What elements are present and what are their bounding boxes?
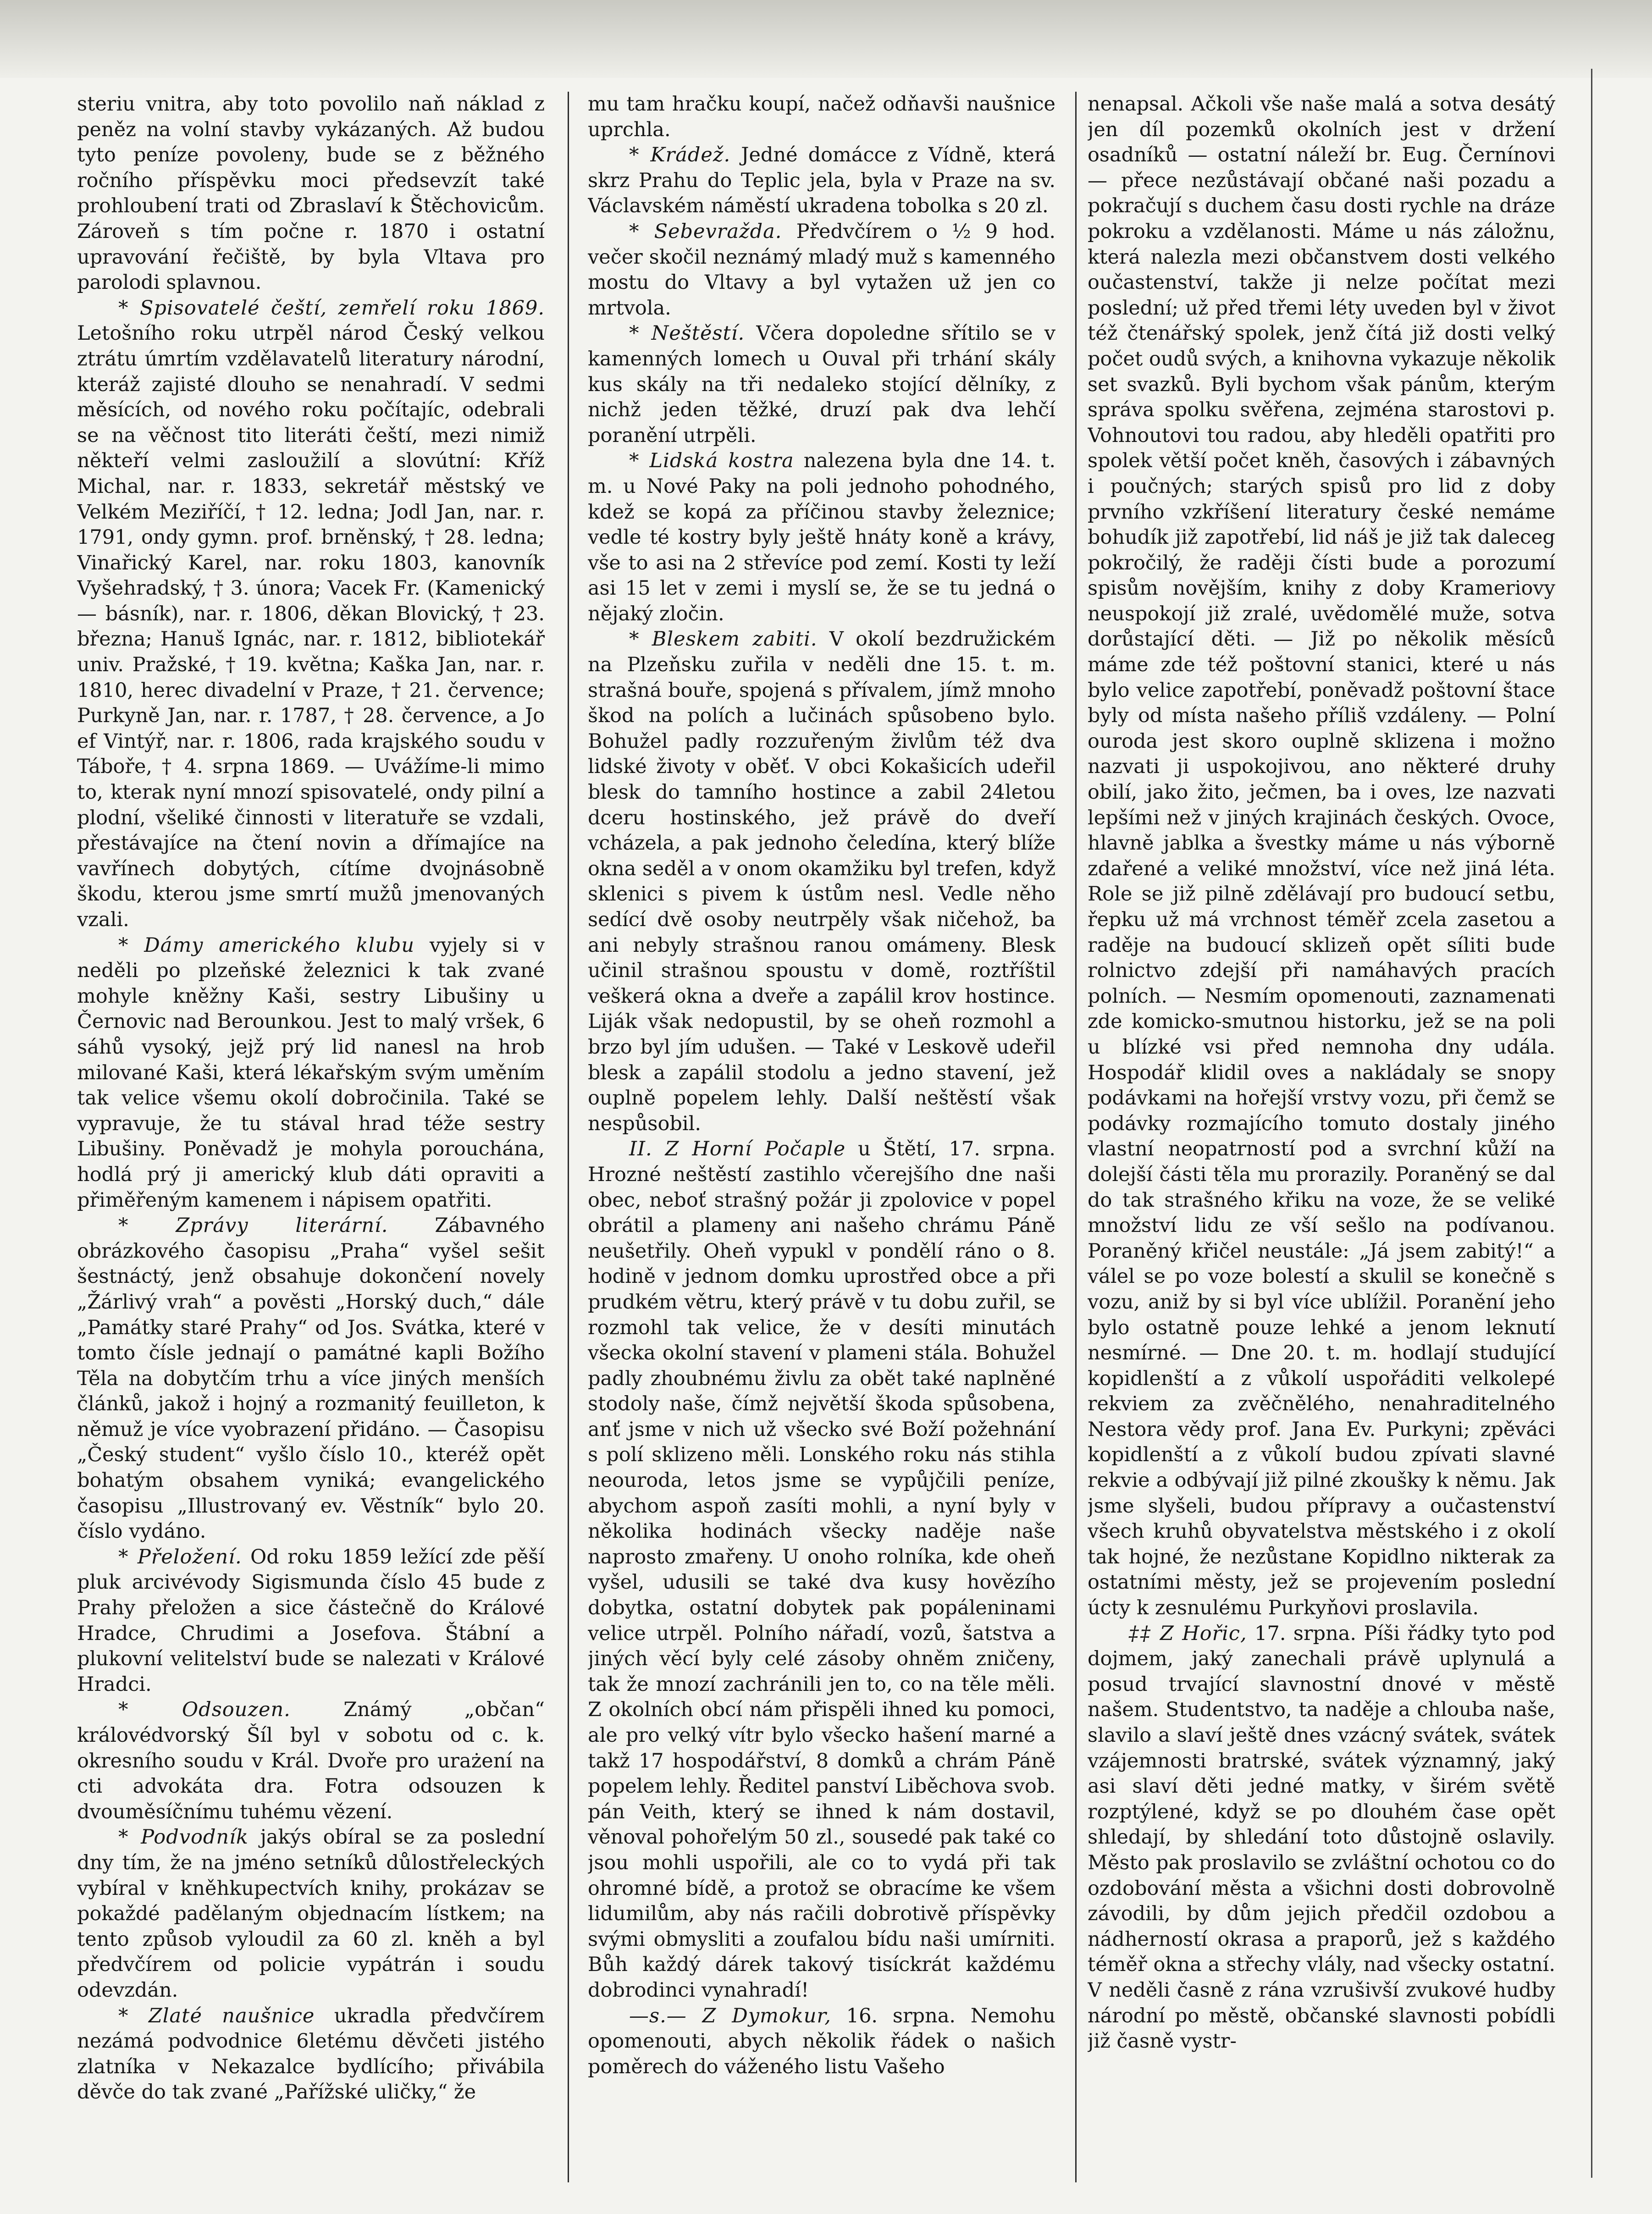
column-rule [568,92,569,2182]
article-text: 17. srpna. Píši řádky tyto pod dojmem, jaký zanechali právě uplynulá a posud trvající slavnostní dnové v městě našem. Studentstvo, ta naděje a chlouba naše, slavilo a slaví ještě dnes vzácný svátek, svátek vzájemnosti bratrské, svátek významný, jaký asi slaví děti jedné matky, v širém světě rozptýlené, když se po dlouhém čase opět shledají, by shledání toto důstojně oslavily. Město pak proslavilo se zvláštní ochotou co do ozdobování města a všichni dosti dobrovolně závodili, by dům jejich předčil ozdobou a nádherností okrasa a praporů, jež s každého téměř okna a střechy vlály, nad všecky ostatní. V neděli časně z rána vzrušivší zvukové hudby národní po městě, občanské slavnosti pobídli již časně vystr- [1088,1622,1555,2053]
article-kicker: * Sebevražda. [629,220,782,243]
article-paragraph [77,92,545,296]
article-paragraph [588,627,1055,1137]
article-text: 16. srpna. Nemohu opomenouti, abych několik řádek o našich poměrech do váženého listu Vašeho [588,2004,1055,2078]
article-kicker: * Neštěstí. [629,322,745,345]
article-text: mu tam hračku koupí, načež odňavši naušnice uprchla. [588,93,1055,141]
article-paragraph [588,448,1055,627]
article-text: nalezena byla dne 14. t. m. u Nové Paky na poli jednoho pohodného, kdež se kopá za příčinou stavby železnice; vedle té kostry byly ještě hnáty koně a krávy, vše to asi na 2 střevíce pod zemí. Kosti ty leží asi 15 let v zemi i myslí se, že se tu jedná o nějaký zločin. [588,449,1055,625]
article-paragraph [77,2004,545,2105]
article-text: steriu vnitra, aby toto povolilo naň náklad z peněz na volní stavby vykázaných. Až budou tyto peníze povoleny, bude se z běžného ročního příspěvku moci předsevzít také prohloubení trati od Zbraslaví k Štěchovicům. Zároveň s tím počne r. 1870 i ostatní upravování řečiště, by byla Vltava pro parolodi splavnou. [77,93,545,294]
column-1 [77,92,545,2182]
article-paragraph [77,1213,545,1545]
article-paragraph [1088,1621,1555,2054]
article-kicker: * Bleskem zabiti. [629,628,818,651]
column-2 [588,92,1055,2182]
article-paragraph [588,219,1055,321]
article-kicker: —s.— Z Dymokur, [629,2004,831,2027]
article-kicker: * Spisovatelé čeští, zemřelí roku 1869. [118,296,545,320]
article-kicker: II. Z Horní Počaple [629,1137,846,1161]
column-rule [1075,92,1077,2182]
article-kicker: * Podvodník [118,1826,249,1849]
article-kicker: * Krádež. [629,144,731,167]
article-text: Jedné domácce z Vídně, která skrz Prahu do Teplic jela, byla v Praze na sv. Václavském náměstí ukradena tobolka s 20 zl. [588,144,1055,218]
article-text: jakýs obíral se za poslední dny tím, že na jméno setníků důlostřeleckých vybíral v kněhkupectvích knihy, prokázav se pokaždé padělaným objednacím lístkem; na tento způsob vyloudil za 60 zl. kněh a byl předvčírem od policie vypátrán i soudu odevzdán. [77,1826,545,2002]
article-text: Od roku 1859 ležící zde pěší pluk arcivévody Sigismunda číslo 45 bude z Prahy přeložen a sice částečně do Králové Hradce, Chrudimi a Josefova. Štábní a plukovní velitelství bude se nalezati v Králové Hradci. [77,1545,545,1696]
article-paragraph [77,1825,545,2003]
article-kicker: * Lidská kostra [629,449,794,473]
article-text: Známý „občan“ královédvorský Šíl byl v sobotu od c. k. okresního soudu v Král. Dvoře pro urażení na cti advokáta dra. Fotra odsouzen k dvouměsíčnímu tuhému vězení. [77,1698,545,1823]
column-3 [1088,92,1555,2182]
article-text: vyjely si v neděli po plzeňské železnici k tak zvané mohyle kněžny Kaši, sestry Libušiny u Černovic nad Berounkou. Jest to malý vršek, 6 sáhů vysoký, jejž prý lid nanesl na hrob milované Kaši, která lékařským svým uměním tak velice všemu okolí dobročinila. Také se vypravuje, že tu stával hrad téže sestry Libušiny. Poněvadž je mohyla porouchána, hodlá prý ji americký klub dáti opraviti a přiměřeným kamenem i nápisem opatřiti. [77,933,545,1212]
article-kicker: * Zlaté naušnice [118,2004,315,2027]
article-paragraph [588,92,1055,143]
article-paragraph [77,1545,545,1698]
article-text: Letošního roku utrpěl národ Český velkou ztrátu úmrtím vzdělavatelů literatury národní, kteráž zajisté dlouho se nenahradí. V sedmi měsících, od nového roku počítajíc, odebrali se na věčnost tito literáti čeští, mezi nimiž někteří velmi zasloužilí a slovútní: Kříž Michal, nar. r. 1833, sekretář městský ve Velkém Meziříčí, † 12. ledna; Jodl Jan, nar. r. 1791, ondy gymn. prof. brněnský, † 28. ledna; Vinařický Karel, nar. roku 1803, kanovník Vyšehradský, † 3. února; Vacek Fr. (Kamenický — básník), nar. r. 1806, děkan Blovický, † 23. března; Hanuš Ignác, nar. r. 1812, bibliotekář univ. Pražské, † 19. května; Kaška Jan, nar. r. 1810, herec divadelní v Praze, † 21. července; Purkyně Jan, nar. r. 1787, † 28. července, a Jo ef Vintýř, nar. r. 1806, rada krajského soudu v Táboře, † 4. srpna 1869. — Uvážíme-li mimo to, kterak nyní mnozí spisovatelé, ondy pilní a plodní, všeliké činnosti v literatuře se vzdali, přestávajíce na čtení novin a dřímajíce na vavřínech dobytých, cítíme dvojnásobně škodu, kterou jsme smrtí mužů jmenovaných vzali. [77,322,545,931]
article-text: u Štětí, 17. srpna. Hrozné neštěstí zastihlo včerejšího dne naši obec, neboť strašný požár ji zpolovice v popel obrátil a plameny ani našeho chrámu Páně neušetřily. Oheň vypukl v pondělí ráno o 8. hodině v jednom domku uprostřed obce a při prudkém větru, který právě v tu dobu zuřil, se rozmohl tak velice, že v desíti minutách všecka okolní stavení v plameni stála. Bohužel padly zhoubnému živlu za obět také naplněné stodoly naše, čímž největší škoda spůsobena, anť jsme v nich už všecko své Boží požehnání s polí sklizeno měli. Lonského roku nás stihla neouroda, letos jsme se vypůjčili peníze, abychom aspoň zasíti mohli, a nyní byly v několika hodinách všecky naděje naše naprosto zmařeny. U onoho rolníka, kde oheň vyšel, udusili se také dva kusy hovězího dobytka, ostatní dobytek pak popáleninami velice utrpěl. Polního nářadí, vozů, šatstva a jiných věcí byly celé zásoby ohněm zničeny, tak že mnozí zachránili jen to, co na těle měli. Z okolních obcí nám přispěli ihned ku pomoci, ale pro velký vítr bylo všecko hašení marné a takž 17 hospodářství, 8 domků a chrám Páně popelem lehly. Ředitel panství Liběchova svob. pán Veith, který se ihned k nám dostavil, věnoval pohořelým 50 zl., sousedé pak také co jsou mohli uspořili, ale co to vydá při tak ohromné bídě, a protož se obracíme ke všem lidumilům, aby nás račili dobrotivě příspěvky svými obmysliti a zoufalou bídu naši umírniti. Bůh každý dárek takový tisíckrát každému dobrodinci vynahradí! [588,1137,1055,2002]
article-text: Zábavného obrázkového časopisu „Praha“ vyšel sešit šestnáctý, jenž obsahuje dokončení novely „Žárlivý vrah“ a pověsti „Horský duch,“ dále „Památky staré Prahy“ od Jos. Svátka, které v tomto čísle jednají o památné kapli Božího Těla na dobytčím trhu a více jiných menších článků, jakož i hojný a rozmanitý feuilleton, k němuž je více vyobrazení přidáno. — Časopisu „Český student“ vyšlo číslo 10., kteréž opět bohatým obsahem vyniká; evangelického časopisu „Illustrovaný ev. Věstník“ bylo 20. číslo vydáno. [77,1214,545,1543]
article-text: Předvčírem o ½ 9 hod. večer skočil neznámý mladý muž s kamenného mostu do Vltavy a byl vytažen už jen co mrtvola. [588,220,1055,320]
article-paragraph [588,321,1055,448]
page-edge-rule [1591,69,1592,2178]
article-paragraph [77,296,545,933]
article-paragraph [1088,92,1555,1621]
scan-shadow [0,0,1652,78]
article-kicker: * Zprávy literární. [118,1214,388,1237]
article-paragraph [588,1137,1055,2003]
article-paragraph [77,933,545,1214]
article-kicker: * Dámy amerického klubu [118,933,415,957]
article-text: ukradla předvčírem nezámá podvodnice 6letému děvčeti jistého zlatníka v Nekazalce bydlícího; přivábila děvče do tak zvané „Pařížské uličky,“ že [77,2004,545,2104]
article-text: Včera dopoledne sřítilo se v kamenných lomech u Ouval při trhání skály kus skály na tři nedaleko stojící dělníky, z nichž jeden těžké, druzí pak dva lehčí poranění utrpěli. [588,322,1055,447]
article-kicker: ‡‡ Z Hořic, [1129,1622,1247,1645]
article-kicker: * Odsouzen. [118,1698,291,1722]
article-kicker: * Přeložení. [118,1545,242,1568]
article-text: nenapsal. Ačkoli vše naše malá a sotva desátý jen díl pozemků okolních jest v držení osadníků — ostatní náleží br. Eug. Černínovi — přece nezůstávají občané naši pozadu a pokračují s duchem času dosti rychle na dráze pokroku a vzdělanosti. Máme u nás záložnu, která nalezla mezi občanstvem dosti velkého oučastenství, takže ji nelze počítat mezi poslední; už před třemi léty uveden byl v život též čtenářský spolek, jenž čítá již dosti velký počet oudů svých, a knihovna vykazuje několik set svazků. Byli bychom však pánům, kterým správa spolku svěřena, zejména starostovi p. Vohnoutovi tou radou, aby hleděli opatřiti pro spolek větší počet kněh, časových i zábavných i poučných; starých spisů pro lid z doby prvního vzkříšení literatury české nemáme bohudík již zapotřebí, lid náš je již tak daleceg pokročilý, že raději čísti bude a porozumí spisům novějším, knihy z doby Krameriovy neuspokojí již zralé, uvědomělé muže, sotva dorůstající děti. — Již po několik měsíců máme zde též poštovní stanici, které u nás bylo velice zapotřebí, poněvadž poštovní štace byly od místa našeho příliš vzdáleny. — Polní ouroda jest skoro ouplně sklizena i možno nazvati ji uspokojivou, ano některé druhy obilí, jako žito, ječmen, ba i oves, lze nazvati lepšími než v jiných krajinách českých. Ovoce, hlavně jablka a švestky máme u nás výborně zdařené a veliké množství, více než jiná léta. Role se již pilně zdělávají pro budoucí setbu, řepku už má vrchnost téměř zcela zasetou a raděje na budoucí sklizeň opět síliti bude rolnictvo zdejší při namáhavých pracích polních. — Nesmím opomenouti, zaznamenati zde komicko-smutnou historku, jež se na poli u blízké vsi před nemnoha dny udála. Hospodář klidil oves a nakládaly se snopy podávkami na hořejší vrstvy vozu, při čemž se podávky rozmajícího tomuto dostaly jiného vlastní neopatrností pod a svrchní kůží na dolejší části těla mu prorazily. Poraněný se dal do tak strašného křiku na voze, že se veliké množství lidu ze vší sešlo na podívanou. Poraněný křičel neustále: „Já jsem zabitý!“ a válel se po voze bolestí a skulil se konečně s vozu, aniž by si byl více ublížil. Poranění jeho bylo ostatně pouze lehké a jenom leknutí nesmírné. — Dne 20. t. m. hodlají studující kopidlenští a z vůkolí uspořáditi velkolepé rekviem za zvěčnělého, nenahraditelného Nestora vědy prof. Jana Ev. Purkyni; zpěváci kopidlenští a z vůkolí budou zpívati slavné rekvie a odbývají již pilné zkoušky k němu. Jak jsme slyšeli, budou přípravy a oučastenství všech kruhů obyvatelstva městského i z okolí tak hojné, že nezůstane Kopidlno nikterak za ostatními městy, jež se projevením poslední úcty k zesnulému Purkyňovi proslavila. [1088,93,1555,1620]
article-paragraph [588,143,1055,219]
article-paragraph [77,1697,545,1825]
article-text: V okolí bezdružickém na Plzeňsku zuřila v neděli dne 15. t. m. strašná bouře, spojená s přívalem, jímž mnoho škod na polích a lučinách spůsobeno bylo. Bohužel padly rozzuřeným živlům též dva lidské životy v oběť. V obci Kokašicích udeřil blesk do tamního hostince a zabil 24letou dceru hostinského, jež právě do dveří vcházela, a pak jednoho čeledína, který blíže okna seděl a v onom okamžiku byl trefen, když sklenici s pivem k ústům nesl. Vedle něho sedící dvě osoby neutrpěly však ničehož, ba ani nebyly strašnou ranou omámeny. Blesk učinil strašnou spoustu v domě, roztříštil veškerá okna a dveře a zapálil krov hostince. Liják však nedopustil, by se oheň rozmohl a brzo byl jím udušen. — Také v Leskově udeřil blesk a zapálil stodolu a jedno stavení, jež ouplně popelem lehly. Další neštěstí však nespůsobil. [588,628,1055,1135]
article-paragraph [588,2004,1055,2080]
